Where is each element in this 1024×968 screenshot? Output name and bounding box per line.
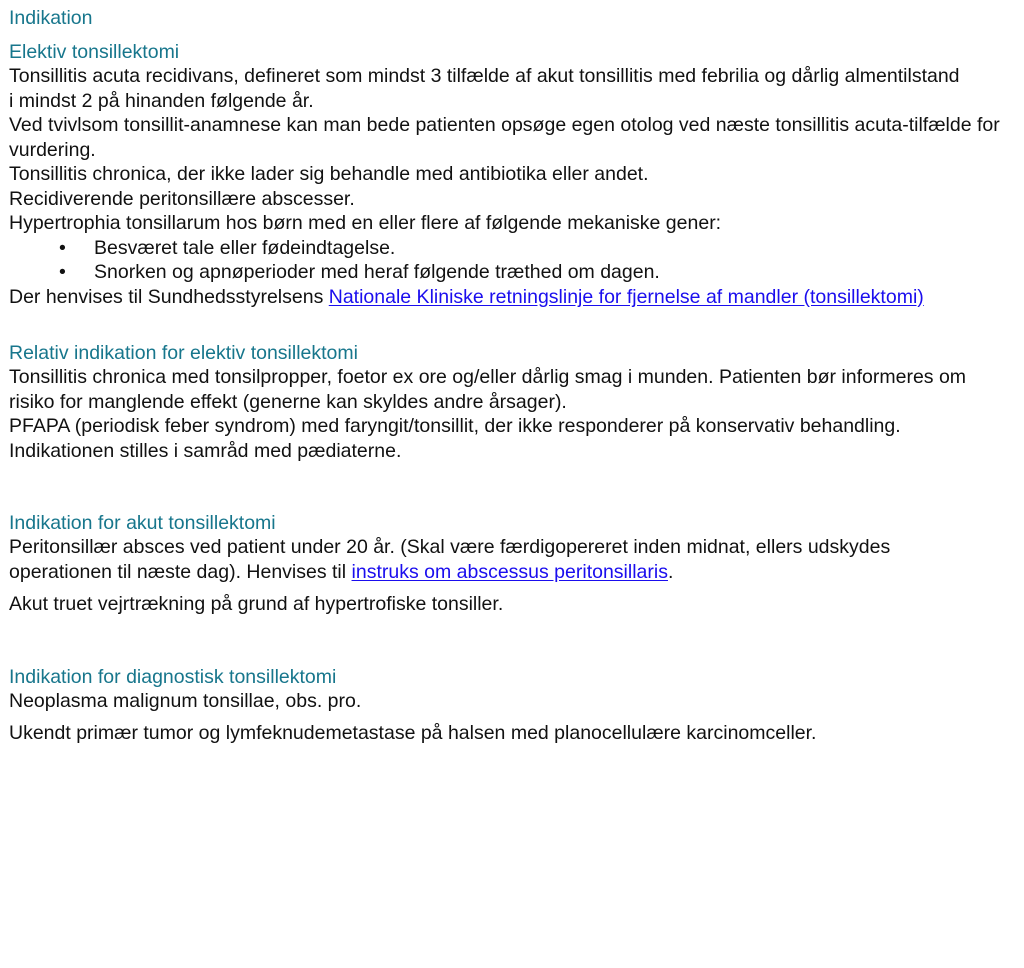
- indication-text: PFAPA (periodisk feber syndrom) med faryngit/tonsillit, der ikke responderer på konservativ behandling.: [9, 415, 901, 437]
- list-item-text: Besværet tale eller fødeindtagelse.: [94, 236, 396, 259]
- indication-text: Neoplasma malignum tonsillae, obs. pro.: [9, 689, 362, 712]
- section-heading: Elektiv tonsillektomi: [9, 41, 180, 63]
- indication-text: Tonsillitis chronica, der ikke lader sig behandle med antibiotika eller andet.: [9, 163, 649, 185]
- indication-text: [9, 535, 969, 584]
- section-elective-tonsillectomy: [9, 40, 1014, 309]
- indication-text-body: Peritonsillær absces ved patient under 20 år. (Skal være færdigopereret inden midnat, ellers udskydes operationen til næste dag). Henvises til: [9, 536, 891, 583]
- indication-text: Akut truet vejrtrækning på grund af hypertrofiske tonsiller.: [9, 593, 504, 615]
- bullet-icon: •: [59, 261, 66, 283]
- bullet-icon: •: [59, 236, 66, 259]
- indication-text-suffix: .: [667, 560, 674, 583]
- list-item-text: Snorken og apnøperioder med heraf følgende træthed om dagen.: [94, 261, 660, 283]
- reference-text: [9, 285, 969, 310]
- reference-prefix: Der henvises til Sundhedsstyrelsens: [9, 285, 329, 308]
- section-heading: Relativ indikation for elektiv tonsillektomi: [9, 342, 358, 364]
- list-item: [9, 236, 1014, 261]
- indication-text: Ukendt primær tumor og lymfeknudemetastase på halsen med planocellulære karcinomceller.: [9, 722, 817, 744]
- national-guideline-link[interactable]: Nationale Kliniske retningslinje for fjernelse af mandler (tonsillektomi): [328, 285, 924, 308]
- indication-text: Indikationen stilles i samråd med pædiaterne.: [9, 439, 402, 462]
- indication-text: Tonsillitis chronica med tonsilpropper, foetor ex ore og/eller dårlig smag i munden. Patienten bør informeres om risiko for manglende effekt (generne kan skyldes andre årsager).: [9, 366, 967, 413]
- indication-text: Hypertrophia tonsillarum hos børn med en eller flere af følgende mekaniske gener:: [9, 212, 722, 234]
- section-acute-tonsillectomy: [9, 511, 1014, 617]
- page-title: Indikation: [9, 7, 93, 29]
- indication-text: Tonsillitis acuta recidivans, defineret som mindst 3 tilfælde af akut tonsillitis med febrilia og dårlig almentilstand: [9, 65, 960, 87]
- indication-text: Ved tvivlsom tonsillit-anamnese kan man bede patienten opsøge egen otolog ved næste tonsillitis acuta-tilfælde for vurdering.: [9, 114, 1000, 161]
- indication-text: i mindst 2 på hinanden følgende år.: [9, 89, 314, 112]
- list-item: [9, 260, 1014, 285]
- indication-text: Recidiverende peritonsillære abscesser.: [9, 187, 355, 210]
- bullet-list: [9, 236, 1014, 285]
- abscess-instruction-link[interactable]: instruks om abscessus peritonsillaris: [351, 560, 668, 583]
- section-heading: Indikation for diagnostisk tonsillektomi: [9, 665, 337, 688]
- section-heading: Indikation for akut tonsillektomi: [9, 512, 276, 534]
- section-relative-indication: [9, 341, 1014, 463]
- section-diagnostic-tonsillectomy: [9, 665, 1014, 746]
